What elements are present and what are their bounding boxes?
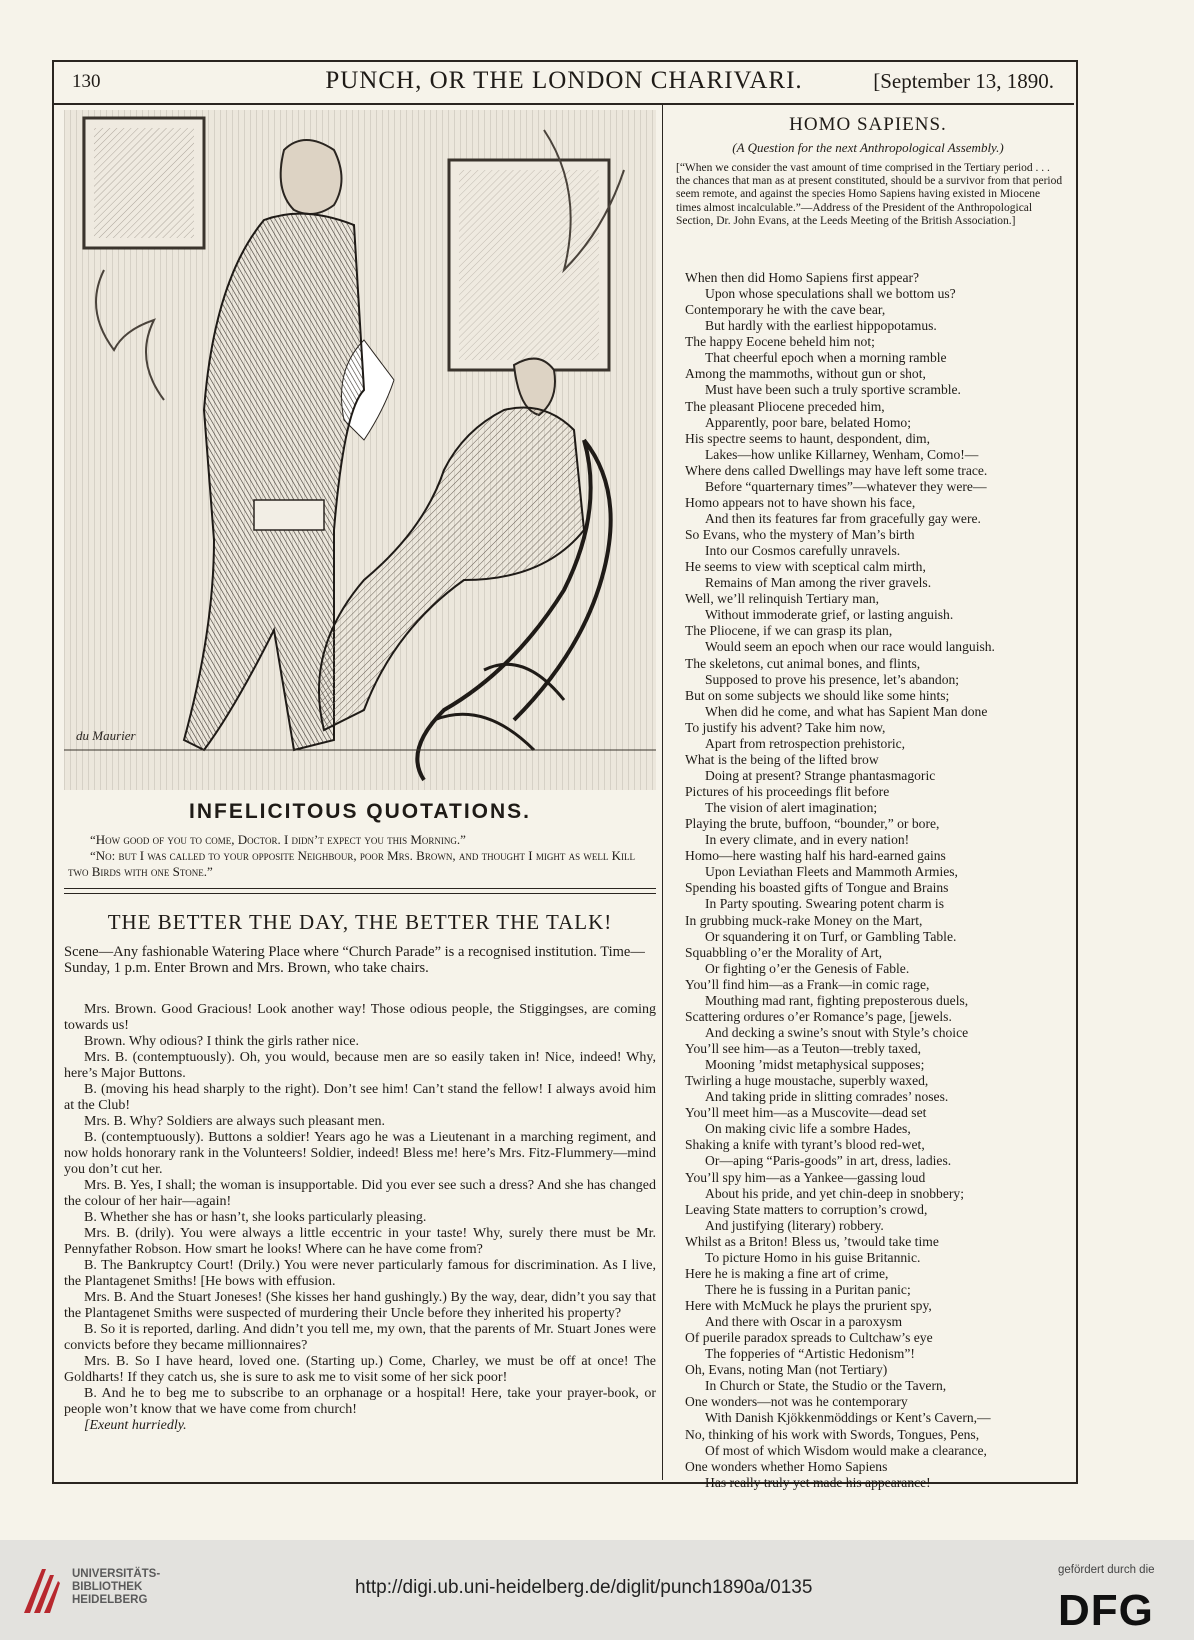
cartoon-engraving: [64, 110, 656, 790]
poem-line: In grubbing muck-rake Money on the Mart,: [685, 912, 923, 928]
poem-line: Shaking a knife with tyrant’s blood red-wet,: [685, 1137, 925, 1153]
poem-line: Homo—here wasting half his hard-earned gains: [685, 848, 946, 864]
poem-line: Well, we’ll relinquish Tertiary man,: [685, 591, 880, 607]
dialogue-paragraph: B. The Bankruptcy Court! (Drily.) You were never particularly famous for discrimination. As I live, the Plantagenet Smiths! [He bows with effusion.: [64, 1258, 656, 1289]
poem-title: HOMO SAPIENS.: [789, 114, 947, 135]
poem-line: When did he come, and what has Sapient Man done: [705, 703, 988, 719]
poem-line: One wonders—not was he contemporary: [685, 1394, 908, 1410]
library-name-line: UNIVERSITÄTS-: [72, 1568, 161, 1580]
poem-line: Contemporary he with the cave bear,: [685, 302, 886, 318]
dialogue-paragraph: Mrs. B. Yes, I shall; the woman is insupportable. Did you ever see such a dress? And she has changed the colour of her hair—again!: [64, 1178, 656, 1209]
permalink-url[interactable]: http://digi.ub.uni-heidelberg.de/diglit/punch1890a/0135: [355, 1577, 813, 1598]
poem-line: And taking pride in slitting comrades’ noses.: [705, 1089, 949, 1105]
poem-line: In Church or State, the Studio or the Tavern,: [705, 1378, 947, 1394]
poem-line: You’ll spy him—as a Yankee—gassing loud: [685, 1169, 926, 1185]
poem-line: Pictures of his proceedings flit before: [685, 784, 890, 799]
poem-line: That cheerful epoch when a morning ramble: [705, 350, 947, 366]
dialogue-paragraph: B. (moving his head sharply to the right). Don’t see him! Can’t stand the fellow! I always avoid him at the Club!: [64, 1082, 656, 1113]
poem-line: Or fighting o’er the Genesis of Fable.: [705, 960, 910, 976]
poem-line: You’ll find him—as a Frank—in comic rage,: [685, 976, 930, 992]
poem-line: Or squandering it on Turf, or Gambling Table.: [705, 928, 957, 944]
poem-line: Playing the brute, buffoon, “bounder,” or bore,: [685, 816, 940, 832]
cartoon-caption: [68, 832, 656, 880]
poem-line: With Danish Kjökkenmöddings or Kent’s Cavern,—: [705, 1410, 991, 1426]
poem-line: No, thinking of his work with Swords, Tongues, Pens,: [685, 1426, 980, 1442]
poem-line: The fopperies of “Artistic Hedonism”!: [705, 1346, 915, 1362]
poem-subtitle: (A Question for the next Anthropological Assembly.): [732, 140, 1004, 155]
poem-line: You’ll meet him—as a Muscovite—dead set: [685, 1105, 927, 1121]
poem-line: But hardly with the earliest hippopotamus.: [705, 318, 937, 334]
dialogue-paragraph: B. So it is reported, darling. And didn’t you tell me, my own, that the parents of Mr. Stuart Jones were convicts before they became millionnaires?: [64, 1322, 656, 1353]
poem-line: His spectre seems to haunt, despondent, dim,: [685, 430, 931, 446]
poem-line: So Evans, who the mystery of Man’s birth: [685, 527, 915, 542]
poem-line: Apparently, poor bare, belated Homo;: [705, 414, 911, 430]
poem-line: Of puerile paradox spreads to Cultchaw’s eye: [685, 1330, 933, 1346]
poem-line: Upon Leviathan Fleets and Mammoth Armies,: [705, 864, 958, 880]
caption-line: “No: but I was called to your opposite Neighbour, poor Mrs. Brown, and thought I might as well Kill two Birds with one Stone.”: [68, 848, 636, 879]
poem-line: But on some subjects we should like some hints;: [685, 687, 950, 703]
poem-line: You’ll see him—as a Teuton—trebly taxed,: [685, 1041, 922, 1056]
poem-line: Here he is making a fine art of crime,: [685, 1265, 889, 1281]
poem-line: Mouthing mad rant, fighting preposterous duels,: [705, 992, 969, 1008]
library-name-line: BIBLIOTHEK: [72, 1581, 143, 1593]
poem-line: The pleasant Pliocene preceded him,: [685, 398, 885, 414]
poem-line: In Party spouting. Swearing potent charm is: [705, 896, 944, 912]
poem-line: The vision of alert imagination;: [705, 800, 878, 816]
dialogue-paragraph: Mrs. B. So I have heard, loved one. (Starting up.) Come, Charley, we must be off at once! The Goldharts! If they catch us, she is sure to ask me to visit some of her sick poor!: [64, 1354, 656, 1385]
poem-line: Without immoderate grief, or lasting anguish.: [705, 607, 954, 623]
funding-text: gefördert durch die: [1058, 1564, 1155, 1576]
poem-line: Of most of which Wisdom would make a clearance,: [705, 1442, 987, 1458]
poem-line: And justifying (literary) robbery.: [705, 1217, 884, 1233]
article-title: THE BETTER THE DAY, THE BETTER THE TALK!: [107, 910, 613, 934]
poem-line: In every climate, and in every nation!: [705, 832, 910, 848]
poem-line: Into our Cosmos carefully unravels.: [705, 543, 901, 559]
poem-line: Remains of Man among the river gravels.: [705, 575, 932, 591]
column-divider: [662, 105, 663, 1480]
poem-line: Homo appears not to have shown his face,: [685, 494, 916, 510]
poem-line: What is the being of the lifted brow: [685, 751, 879, 767]
poem-line: The Pliocene, if we can grasp its plan,: [685, 623, 893, 639]
poem-line: Leaving State matters to corruption’s crowd,: [685, 1201, 928, 1217]
poem-line: Has really truly yet made his appearance!: [705, 1474, 931, 1490]
poem-line: About his pride, and yet chin-deep in snobbery;: [705, 1185, 964, 1201]
poem-line: Where dens called Dwellings may have left some trace.: [685, 462, 988, 478]
cartoon-title: INFELICITOUS QUOTATIONS.: [189, 800, 531, 823]
poem-line: There he is fussing in a Puritan panic;: [705, 1281, 911, 1297]
poem-line: He seems to view with sceptical calm mirth,: [685, 559, 926, 575]
poem-line: And then its features far from gracefully gay were.: [705, 510, 981, 526]
poem-line: Spending his boasted gifts of Tongue and Brains: [685, 880, 949, 896]
dialogue-paragraph: Brown. Why odious? I think the girls rather nice.: [84, 1034, 360, 1049]
svg-text:du Maurier: du Maurier: [76, 728, 136, 743]
dialogue-paragraph: Mrs. B. (drily). You were always a little eccentric in your taste! Why, surely there must be Mr. Pennyfather Robson. How smart he looks! Where can he have come from?: [64, 1226, 656, 1257]
page-header: [60, 63, 1068, 99]
university-library-logo-icon: [20, 1565, 62, 1617]
poem-line: To justify his advent? Take him now,: [685, 719, 886, 735]
poem-epigraph: [“When we consider the vast amount of time comprised in the Tertiary period . . . the chances that man as at present constituted, should be a survivor from that period seem remote, and against the species Homo Sapiens having existed in Miocene times almost incalculable.”—Address of the President of the Anthropological Section, Dr. John Evans, at the Leeds Meeting of the British Association.]: [676, 162, 1063, 227]
poem-line: Scattering ordures o’er Romance’s page, [jewels.: [685, 1008, 952, 1024]
page-number: 130: [72, 71, 101, 92]
header-rule: [52, 103, 1074, 105]
poem-line: Or—aping “Paris-goods” in art, dress, ladies.: [705, 1153, 952, 1169]
dialogue-paragraph: Mrs. Brown. Good Gracious! Look another way! Those odious people, the Stiggingses, are coming towards us!: [64, 1002, 656, 1033]
stage-direction-exeunt: [Exeunt hurriedly.: [84, 1418, 187, 1433]
poem-line: And decking a swine’s snout with Style’s choice: [705, 1024, 969, 1040]
poem-line: Twirling a huge moustache, superbly waxed,: [685, 1073, 929, 1089]
poem-line: The skeletons, cut animal bones, and flints,: [685, 655, 921, 671]
dialogue-paragraph: Mrs. B. (contemptuously). Oh, you would, because men are so easily taken in! Nice, indeed! Why, here’s Major Buttons.: [64, 1050, 656, 1081]
poem-line: Must have been such a truly sportive scramble.: [705, 382, 961, 398]
poem-line: Oh, Evans, noting Man (not Tertiary): [685, 1362, 888, 1378]
dialogue-paragraph: B. And he to beg me to subscribe to an orphanage or a hospital! Here, take your prayer-book, or people won’t know that we have come from church!: [64, 1386, 656, 1417]
library-name-line: HEIDELBERG: [72, 1594, 148, 1606]
poem-line: And there with Oscar in a paroxysm: [705, 1314, 903, 1330]
poem-line: Here with McMuck he plays the prurient spy,: [685, 1298, 932, 1313]
cartoon-illustration: [64, 110, 656, 790]
poem-line: To picture Homo in his guise Britannic.: [705, 1249, 921, 1265]
scene-direction: Scene—Any fashionable Watering Place where “Church Parade” is a recognised institution. Time—Sunday, 1 p.m. Enter Brown and Mrs. Brown, who take chairs.: [64, 944, 645, 976]
dialogue-paragraph: Mrs. B. Why? Soldiers are always such pleasant men.: [84, 1114, 386, 1129]
poem-line: Mooning ’midst metaphysical supposes;: [705, 1057, 925, 1073]
poem-line: One wonders whether Homo Sapiens: [685, 1458, 888, 1474]
dfg-logo: DFG: [1058, 1586, 1154, 1635]
poem-line: Among the mammoths, without gun or shot,: [685, 366, 926, 382]
dialogue-paragraph: B. Whether she has or hasn’t, she looks particularly pleasing.: [84, 1210, 427, 1225]
dialogue-paragraph: Mrs. B. And the Stuart Joneses! (She kisses her hand gushingly.) By the way, dear, didn’t you say that the Plantagenet Smiths were suspected of murdering their Uncle before they inherited his property?: [64, 1290, 656, 1321]
poem-line: When then did Homo Sapiens first appear?: [685, 270, 920, 285]
issue-date: [September 13, 1890.: [873, 69, 1054, 93]
poem-line: Doing at present? Strange phantasmagoric: [705, 767, 936, 783]
poem-line: Apart from retrospection prehistoric,: [705, 735, 906, 751]
poem-line: Before “quarternary times”—whatever they were—: [705, 478, 987, 494]
poem-line: Would seem an epoch when our race would languish.: [705, 639, 995, 655]
poem-line: The happy Eocene beheld him not;: [685, 334, 875, 350]
masthead-title: PUNCH, OR THE LONDON CHARIVARI.: [325, 67, 803, 94]
poem-line: Lakes—how unlike Killarney, Wenham, Como!—: [705, 446, 979, 462]
section-divider: [64, 888, 656, 894]
poem-line: Supposed to prove his presence, let’s abandon;: [705, 671, 960, 687]
library-name: [72, 1568, 160, 1607]
article-dialogue: [64, 1002, 656, 1434]
poem-body: [685, 270, 1070, 1491]
poem-line: Upon whose speculations shall we bottom us?: [705, 286, 956, 302]
poem-line: On making civic life a sombre Hades,: [705, 1121, 911, 1137]
poem-line: Whilst as a Briton! Bless us, ’twould take time: [685, 1233, 939, 1249]
dialogue-paragraph: B. (contemptuously). Buttons a soldier! Years ago he was a Lieutenant in a marching regiment, and now holds honorary rank in the Volunteers! Soldier, indeed! Bless me! here’s Mrs. Fitz-Flummery—mind you don’t cut her.: [64, 1130, 656, 1177]
poem-line: Squabbling o’er the Morality of Art,: [685, 944, 883, 960]
caption-line: “How good of you to come, Doctor. I didn’t expect you this Morning.”: [90, 832, 466, 847]
